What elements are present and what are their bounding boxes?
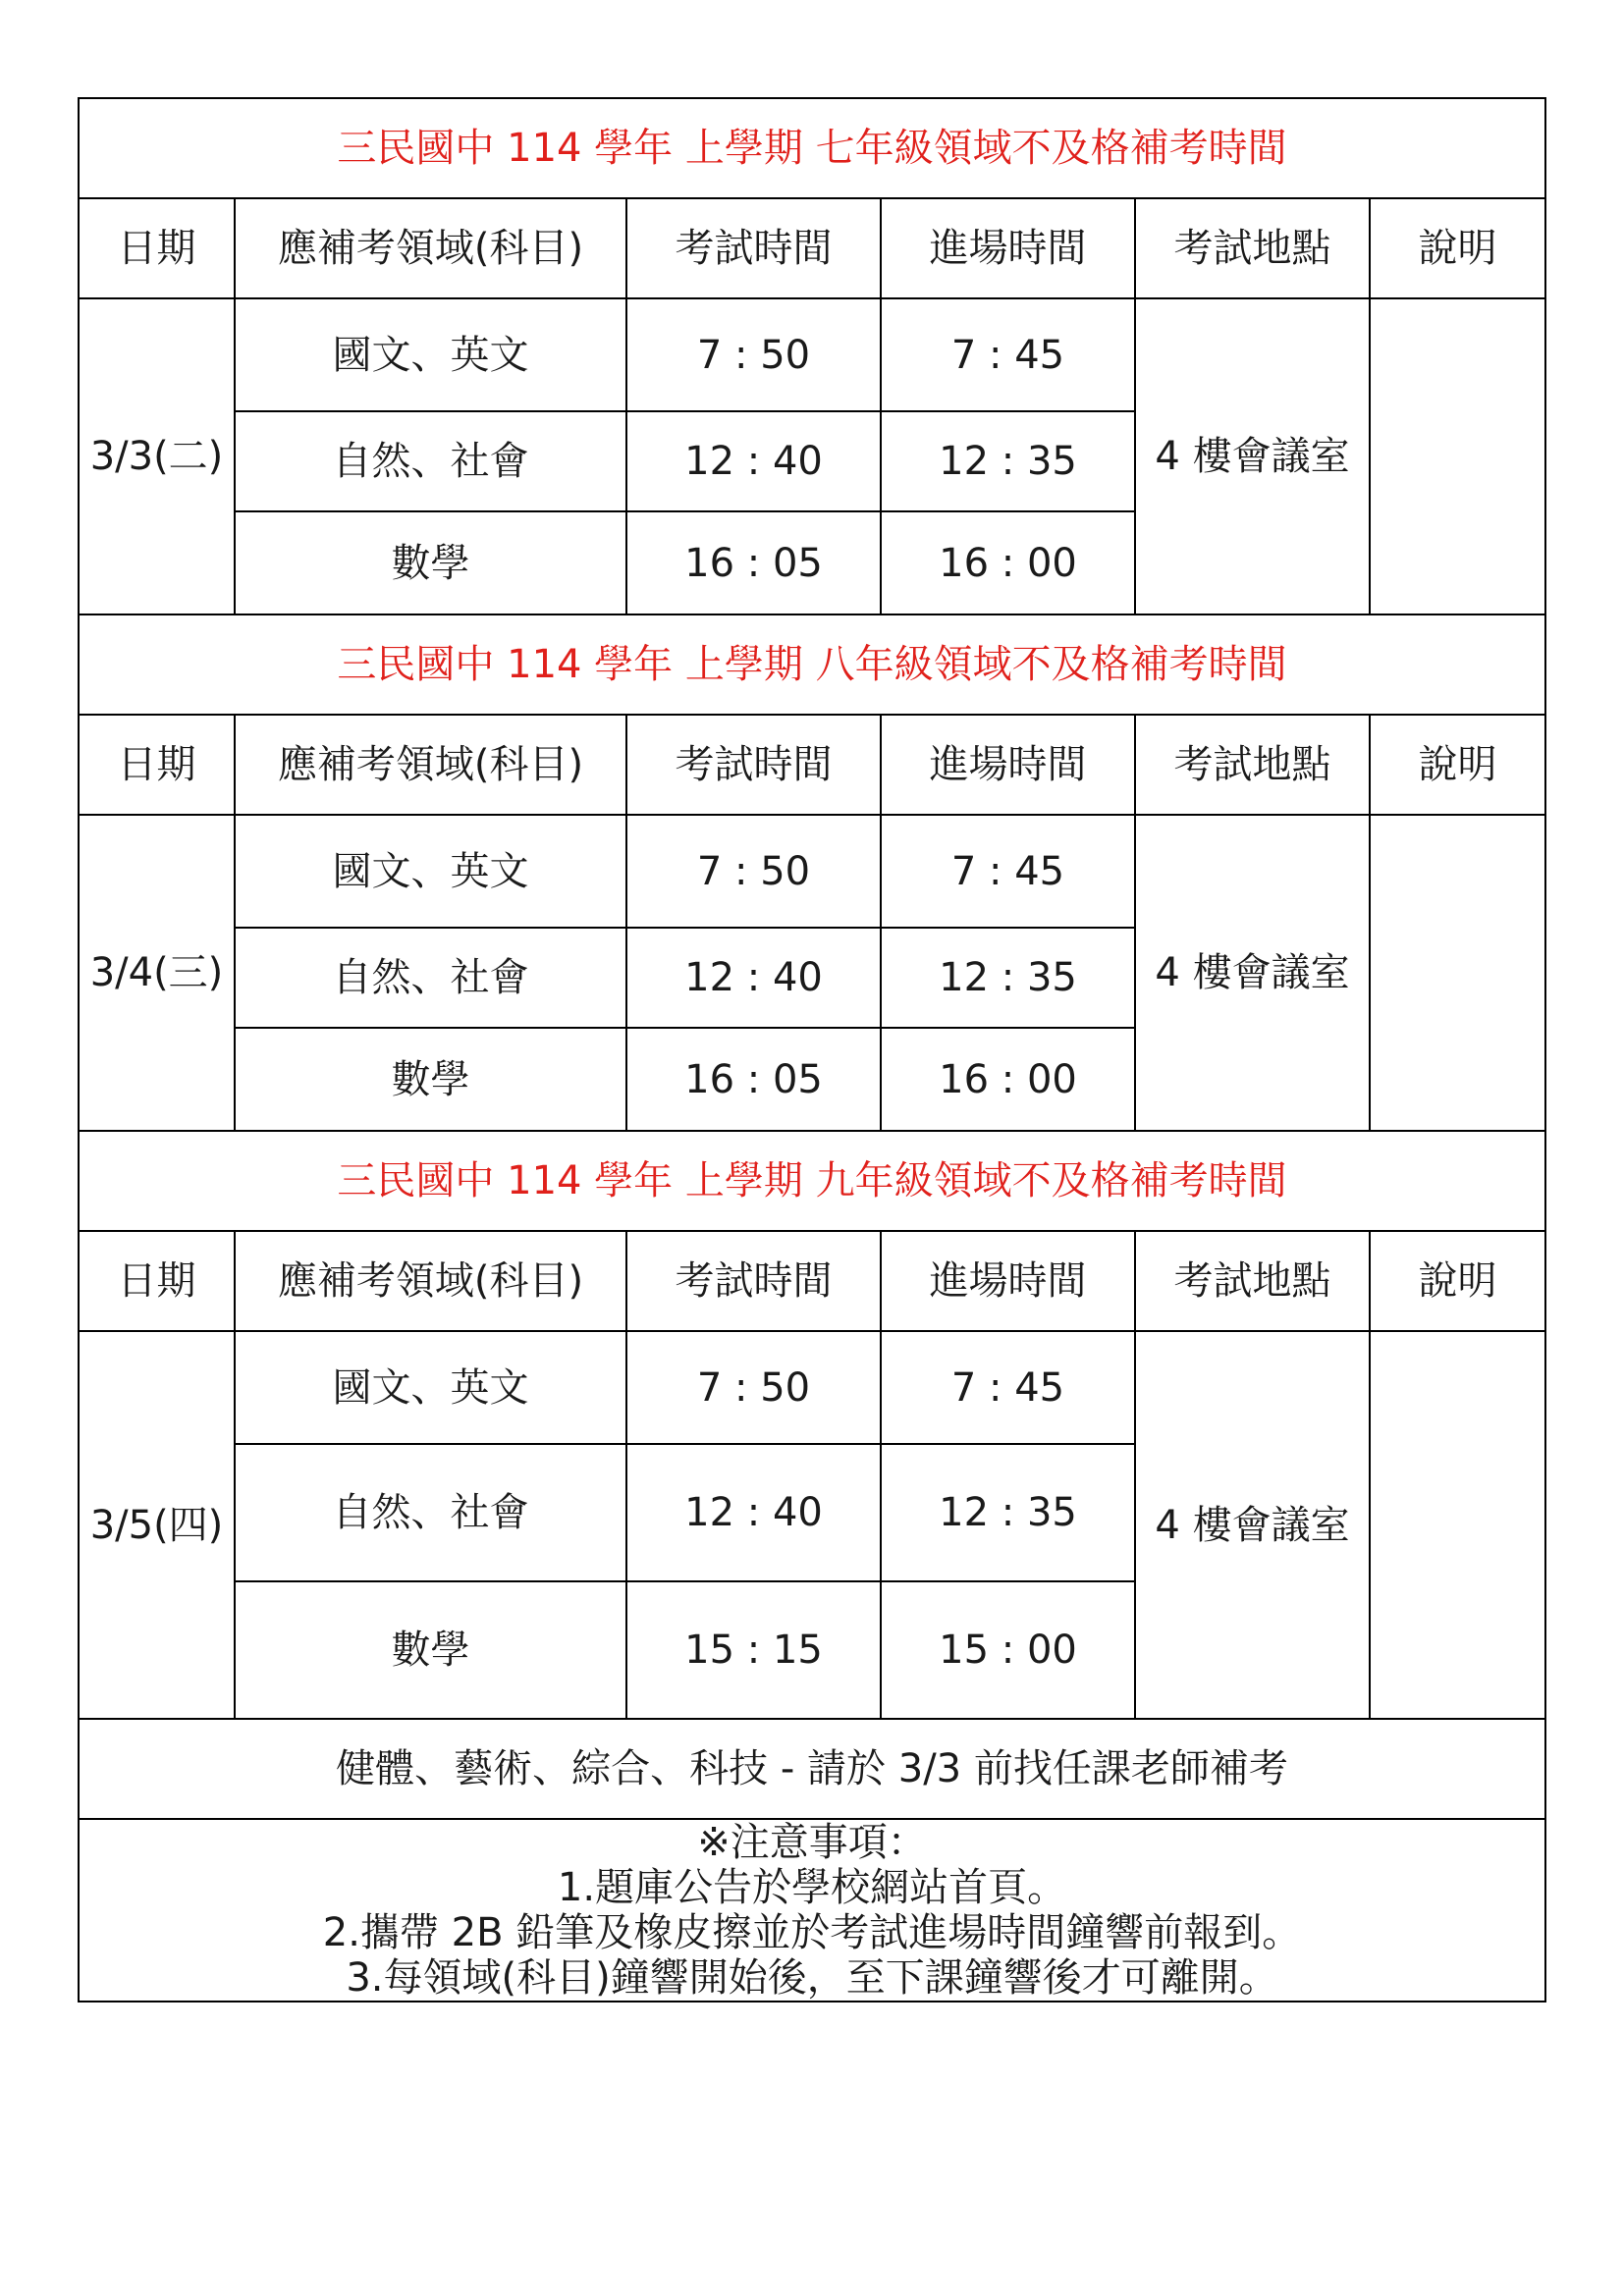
note-item: 2.攜帶 2B 鉛筆及橡皮擦並於考試進場時間鐘響前報到。 [322,1910,1302,1955]
grade8-location: 4 樓會議室 [1135,815,1370,1131]
header-date: 日期 [79,198,235,298]
subject-cell: 國文、英文 [235,298,626,411]
note-item: 1.題庫公告於學校網站首頁。 [557,1865,1067,1910]
makeup-exam-schedule-table [78,97,1546,2002]
entry-time-cell: 7 : 45 [881,1331,1135,1444]
other-subjects-note: 健體、藝術、綜合、科技 - 請於 3/3 前找任課老師補考 [79,1719,1545,1819]
entry-time-cell: 12 : 35 [881,411,1135,511]
grade7-title: 三民國中 114 學年 上學期 七年級領域不及格補考時間 [79,98,1545,198]
header-subject: 應補考領域(科目) [235,198,626,298]
subject-cell: 自然、社會 [235,928,626,1028]
grade7-notes-cell [1370,298,1545,614]
notes-heading: ※注意事項： [697,1820,927,1865]
exam-time-cell: 12 : 40 [626,928,881,1028]
header-exam-time: 考試時間 [626,198,881,298]
header-location: 考試地點 [1135,1231,1370,1331]
header-entry-time: 進場時間 [881,1231,1135,1331]
exam-time-cell: 7 : 50 [626,1331,881,1444]
grade7-date: 3/3(二) [79,298,235,614]
grade8-date: 3/4(三) [79,815,235,1131]
header-notes: 說明 [1370,1231,1545,1331]
entry-time-cell: 7 : 45 [881,298,1135,411]
exam-time-cell: 7 : 50 [626,815,881,928]
exam-time-cell: 12 : 40 [626,1444,881,1581]
exam-time-cell: 15 : 15 [626,1581,881,1719]
header-date: 日期 [79,715,235,815]
exam-time-cell: 12 : 40 [626,411,881,511]
exam-time-cell: 16 : 05 [626,1028,881,1131]
header-date: 日期 [79,1231,235,1331]
grade9-notes-cell [1370,1331,1545,1719]
header-exam-time: 考試時間 [626,715,881,815]
header-location: 考試地點 [1135,715,1370,815]
subject-cell: 自然、社會 [235,1444,626,1581]
subject-cell: 國文、英文 [235,1331,626,1444]
subject-cell: 國文、英文 [235,815,626,928]
grade9-title: 三民國中 114 學年 上學期 九年級領域不及格補考時間 [79,1131,1545,1231]
header-subject: 應補考領域(科目) [235,1231,626,1331]
header-notes: 說明 [1370,198,1545,298]
header-notes: 說明 [1370,715,1545,815]
header-exam-time: 考試時間 [626,1231,881,1331]
notes-section [79,1819,1545,2002]
exam-time-cell: 16 : 05 [626,511,881,614]
subject-cell: 數學 [235,1581,626,1719]
entry-time-cell: 15 : 00 [881,1581,1135,1719]
subject-cell: 數學 [235,511,626,614]
entry-time-cell: 12 : 35 [881,1444,1135,1581]
grade7-location: 4 樓會議室 [1135,298,1370,614]
entry-time-cell: 16 : 00 [881,1028,1135,1131]
grade8-notes-cell [1370,815,1545,1131]
grade9-location: 4 樓會議室 [1135,1331,1370,1719]
subject-cell: 數學 [235,1028,626,1131]
note-item: 3.每領域(科目)鐘響開始後，至下課鐘響後才可離開。 [346,1955,1278,2001]
subject-cell: 自然、社會 [235,411,626,511]
grade8-title: 三民國中 114 學年 上學期 八年級領域不及格補考時間 [79,614,1545,715]
header-location: 考試地點 [1135,198,1370,298]
entry-time-cell: 12 : 35 [881,928,1135,1028]
header-entry-time: 進場時間 [881,715,1135,815]
entry-time-cell: 7 : 45 [881,815,1135,928]
header-subject: 應補考領域(科目) [235,715,626,815]
entry-time-cell: 16 : 00 [881,511,1135,614]
grade9-date: 3/5(四) [79,1331,235,1719]
exam-time-cell: 7 : 50 [626,298,881,411]
header-entry-time: 進場時間 [881,198,1135,298]
